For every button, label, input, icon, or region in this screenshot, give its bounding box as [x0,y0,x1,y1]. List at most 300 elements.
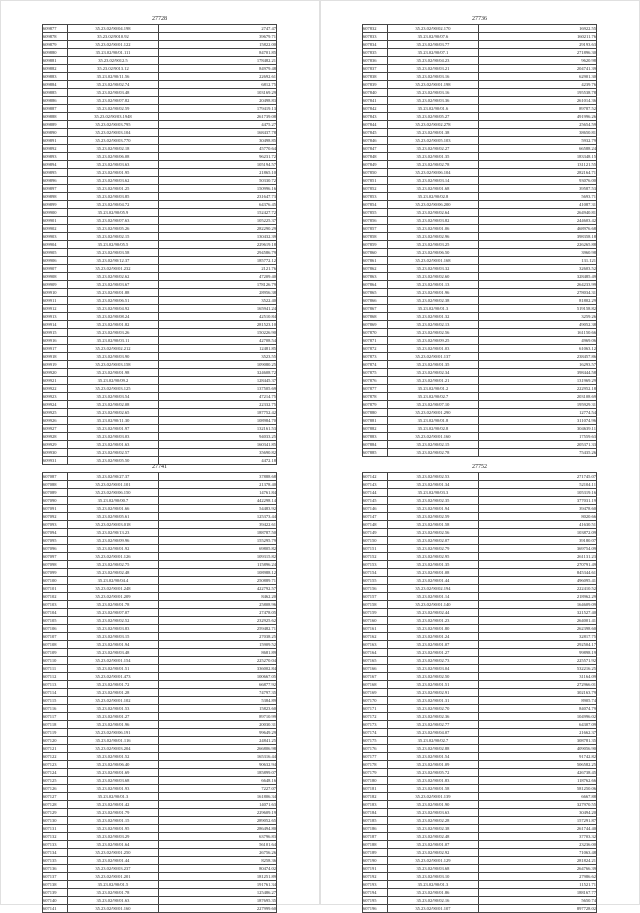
row-id: 609920 [43,369,68,377]
row-amount: 108988.12 [159,569,277,577]
row-code: 35.23.02/9012.5 [68,57,159,65]
row-id: 607187 [363,833,388,841]
row-amount: 259482.71 [159,625,277,633]
table-row [363,849,597,857]
table-row [43,737,277,745]
row-id: 607126 [43,785,68,793]
row-code: 35.23.02/90/01.23 [388,617,479,625]
row-id: 607118 [43,721,68,729]
row-code: 35.23.02/90/05.103 [388,137,479,145]
row-code: 35.23.02/90/06.40 [68,761,159,769]
row-amount: 125373.44 [159,513,277,521]
table-row [43,849,277,857]
row-code: 35.23.02/90/02.8 [388,193,479,201]
row-amount: 52104.11 [479,481,597,489]
row-id: 607122 [43,753,68,761]
row-code: 35.23.02/90/01.92 [68,545,159,553]
row-amount: 225571.92 [479,657,597,665]
table-row [363,569,597,577]
row-code: 35.23.02/90/03.26 [68,329,159,337]
table-row [363,393,597,401]
row-amount: 12481.85 [159,345,277,353]
row-code: 35.23.02/90/02.75 [68,561,159,569]
row-amount: 125486.27 [159,889,277,897]
row-code: 35.23.02/90/03.795 [68,121,159,129]
row-id: 607097 [43,553,68,561]
row-code: 35.23.02/90/01.129 [388,857,479,865]
row-code: 35.23.02/90/02.74 [68,81,159,89]
row-id: 607088 [43,481,68,489]
row-id: 607833 [363,33,388,41]
row-id: 607840 [363,89,388,97]
row-amount: 278034.31 [479,289,597,297]
table-row [43,449,277,457]
row-amount: 100667.05 [159,673,277,681]
row-amount: 426738.45 [479,769,597,777]
row-id: 607836 [363,57,388,65]
row-id: 607871 [363,337,388,345]
row-id: 607153 [363,561,388,569]
table-row [363,289,597,297]
table-row [43,873,277,881]
row-id: 607861 [363,257,388,265]
table-row [43,161,277,169]
table-row [363,497,597,505]
row-code: 35.23.02/90/11.56 [68,73,159,81]
row-id: 609880 [43,49,68,57]
row-id: 607191 [363,865,388,873]
row-id: 609926 [43,417,68,425]
row-code: 35.23.02/90/02.59 [388,513,479,521]
row-amount: 188787.50 [159,529,277,537]
row-code: 35.23.02/9010.92 [68,33,159,41]
row-amount: 6667.88 [479,793,597,801]
row-id: 607881 [363,417,388,425]
row-code: 35.23.02/90/01.13 [388,281,479,289]
row-amount: 261739.08 [159,113,277,121]
row-id: 607841 [363,97,388,105]
row-id: 607141 [43,905,68,913]
table-row [43,577,277,585]
row-amount: 272966.01 [479,681,597,689]
row-id: 607155 [363,577,388,585]
table-row [363,425,597,433]
table-row [363,81,597,89]
row-id: 607835 [363,49,388,57]
row-amount: 302163.79 [479,689,597,697]
row-code: 35.23.02/90/01.3 [388,305,479,313]
row-code: 35.23.02/90/01.66 [68,505,159,513]
row-amount: 188167.77 [479,889,597,897]
row-code: 35.23.02/90/03.15 [68,633,159,641]
table-row [43,57,277,65]
row-code: 35.23.02/90/01.90 [388,801,479,809]
table-row [43,41,277,49]
row-amount: 160211.76 [479,33,597,41]
row-amount: 3960.98 [479,249,597,257]
row-code: 35.23.02/90/01.53 [68,705,159,713]
row-id: 607839 [363,81,388,89]
row-id: 607110 [43,657,68,665]
table-row [43,401,277,409]
row-amount: 222410.52 [479,585,597,593]
table-row [363,57,597,65]
row-id: 607865 [363,289,388,297]
table-row [43,225,277,233]
row-id: 607190 [363,857,388,865]
table-row [363,857,597,865]
row-amount: 289052.65 [159,817,277,825]
table-row [43,497,277,505]
row-amount: 581250.06 [479,785,597,793]
row-id: 607129 [43,809,68,817]
table-row [43,825,277,833]
ledger-table [362,472,597,913]
row-amount: 238457.86 [479,353,597,361]
row-code: 35.23.02/9013.12 [68,65,159,73]
table-row [363,161,597,169]
row-id: 607103 [43,601,68,609]
row-code: 35.23.02/90/01.09 [388,761,479,769]
table-row [43,681,277,689]
row-amount: 84701.85 [159,49,277,57]
row-code: 35.23.02/90/01.116 [68,737,159,745]
row-amount: 282164.71 [479,169,597,177]
row-amount: 187752.42 [159,409,277,417]
row-amount: 84979.48 [159,65,277,73]
row-id: 609890 [43,129,68,137]
row-amount: 25654.59 [479,121,597,129]
row-amount: 532216.25 [479,665,597,673]
row-amount: 80474.02 [159,865,277,873]
row-code: 35.23.02/90/01.94 [68,641,159,649]
row-id: 607864 [363,281,388,289]
table-row [43,305,277,313]
row-id: 607194 [363,889,388,897]
row-code: 35.23.02/90/01.44 [68,857,159,865]
row-code: 35.23.02/90/01.82 [68,321,159,329]
table-row [43,377,277,385]
row-amount: 27478.05 [159,609,277,617]
table-row [43,329,277,337]
table-row [43,761,277,769]
table-row [363,633,597,641]
row-id: 609913 [43,313,68,321]
row-amount: 109080.25 [159,361,277,369]
table-row [363,609,597,617]
table-row [363,673,597,681]
row-id: 609918 [43,353,68,361]
row-amount: 3522.40 [159,297,277,305]
table-row [363,721,597,729]
row-amount: 28956.38 [159,289,277,297]
row-id: 607106 [43,625,68,633]
table-row [363,737,597,745]
table-row [43,241,277,249]
row-amount: 64376.45 [159,201,277,209]
row-amount: 185899.07 [159,769,277,777]
row-code: 35.23.02/90/02.278 [388,121,479,129]
row-id: 607196 [363,905,388,913]
table-row [363,441,597,449]
row-id: 609877 [43,25,68,33]
ledger-table [362,24,597,457]
row-id: 607112 [43,673,68,681]
row-amount: 8462.20 [159,593,277,601]
row-amount: 56101.64 [159,841,277,849]
row-amount: 422792.57 [159,585,277,593]
row-id: 607123 [43,761,68,769]
row-amount: 294586.79 [159,249,277,257]
row-amount: 99649.29 [159,729,277,737]
row-amount: 62901.30 [479,73,597,81]
row-code: 35.23.02/90/01.69 [68,769,159,777]
row-code: 35.23.02/90/01.5 [68,881,159,889]
row-id: 607179 [363,769,388,777]
row-code: 35.23.02/90/01.95 [68,825,159,833]
row-id: 607188 [363,841,388,849]
ledger-table [42,24,277,465]
row-code: 35.23.02/90/02.59 [68,105,159,113]
table-row [43,641,277,649]
row-code: 35.23.02/90/01.137 [388,353,479,361]
table-row [363,193,597,201]
row-id: 607849 [363,161,388,169]
row-code: 35.23.02/90/03.04 [388,665,479,673]
row-amount: 130432.39 [159,233,277,241]
row-code: 35.23.02/90/01.34 [388,481,479,489]
row-id: 607173 [363,721,388,729]
row-id: 607832 [363,25,388,33]
table-row [363,73,597,81]
row-id: 607113 [43,681,68,689]
row-id: 609931 [43,457,68,465]
row-id: 607095 [43,537,68,545]
row-amount: 11521.71 [479,881,597,889]
row-code: 35.23.02/90/06.191 [68,729,159,737]
row-amount: 32603.52 [479,265,597,273]
row-id: 609886 [43,97,68,105]
table-row [363,481,597,489]
row-code: 35.23.02/90/03.16 [388,73,479,81]
row-code: 35.23.02/90/07.63 [68,217,159,225]
row-amount: 165316.44 [159,753,277,761]
row-id: 607867 [363,305,388,313]
row-id: 609912 [43,305,68,313]
row-id: 609916 [43,337,68,345]
table-row [363,257,597,265]
row-amount: 327970.55 [479,801,597,809]
table-row [363,649,597,657]
row-code: 35.23.02/90/03.03 [68,433,159,441]
row-amount: 178126.79 [159,281,277,289]
row-code: 35.23.02/90/03.68 [388,865,479,873]
row-code: 35.23.02/90/01.290 [388,409,479,417]
row-id: 607157 [363,593,388,601]
table-row [43,193,277,201]
row-amount: 398444.58 [479,369,597,377]
row-code: 35.23.02/90/06.104 [388,169,479,177]
row-code: 35.23.02/90/04.92 [68,305,159,313]
table-row [43,505,277,513]
row-amount: 66588.24 [479,145,597,153]
row-code: 35.23.02/90/01.88 [68,289,159,297]
page-title: 27752 [472,464,487,470]
table-row [43,185,277,193]
row-amount: 845344.61 [479,569,597,577]
row-amount: 491996.26 [479,113,597,121]
page-title: 27736 [472,16,487,22]
row-code: 35.23.02/90/02.48 [388,833,479,841]
row-amount: 27038.25 [159,633,277,641]
row-amount: 16293.57 [479,361,597,369]
row-amount: 16922.55 [479,25,597,33]
row-code: 35.23.02/90/03.58 [68,249,159,257]
row-code: 35.23.02/90/03.90 [68,353,159,361]
table-row [363,657,597,665]
row-code: 35.23.02/90/01.80 [388,625,479,633]
row-amount: 21662.37 [479,729,597,737]
row-amount: 23236.00 [479,841,597,849]
table-row [363,577,597,585]
row-code: 35.23.02/90/02.77 [388,721,479,729]
row-code: 35.23.02/90/05.72 [388,769,479,777]
row-amount: 131969.29 [479,377,597,385]
row-code: 35.23.02/90/02.50 [388,673,479,681]
row-id: 607087 [43,473,68,481]
table-row [363,873,597,881]
table-row [363,825,597,833]
row-amount: 266806.98 [159,745,277,753]
row-id: 609915 [43,329,68,337]
row-code: 35.23.02/90/02.56 [388,329,479,337]
row-amount: 160341.85 [159,441,277,449]
row-amount: 336002.84 [159,665,277,673]
row-code: 35.23.02/90/02.7 [388,393,479,401]
row-id: 607091 [43,505,68,513]
row-amount: 49052.38 [479,321,597,329]
table-row [43,777,277,785]
row-code: 35.23.02/90/01.78 [68,601,159,609]
row-amount: 37888.68 [159,473,277,481]
table-row [363,369,597,377]
row-id: 607098 [43,561,68,569]
row-code: 35.23.02/90/06.51 [68,297,159,305]
table-row [43,281,277,289]
table-row [363,121,597,129]
row-amount: 304639.11 [479,425,597,433]
row-code: 35.23.02/90/03.83 [68,625,159,633]
row-amount: 50330.72 [159,177,277,185]
row-amount: 496095.41 [479,577,597,585]
row-id: 609903 [43,233,68,241]
table-row [43,585,277,593]
row-amount: 183348.15 [479,153,597,161]
row-amount: 12774.54 [479,409,597,417]
row-amount: 5693.71 [479,193,597,201]
table-row [43,321,277,329]
row-amount: 20030.31 [159,721,277,729]
row-id: 609922 [43,385,68,393]
table-row [363,625,597,633]
row-amount: 30498.85 [159,137,277,145]
table-row [363,745,597,753]
row-id: 609881 [43,57,68,65]
row-code: 35.23.02/90/03.125 [68,385,159,393]
row-code: 35.23.02/90/01.44 [388,577,479,585]
table-row [363,377,597,385]
table-row [363,689,597,697]
table-row [43,385,277,393]
row-amount: 442298.14 [159,497,277,505]
row-amount: 54483.92 [159,505,277,513]
row-id: 607192 [363,873,388,881]
row-amount: 132161.53 [159,425,277,433]
table-row [363,889,597,897]
table-row [43,209,277,217]
row-id: 607850 [363,169,388,177]
row-code: 35.23.02/90/01.122 [68,41,159,49]
table-row [363,793,597,801]
table-row [363,865,597,873]
table-row [363,217,597,225]
table-row [363,897,597,905]
row-code: 35.23.02/90/07.10 [388,401,479,409]
table-row [43,561,277,569]
row-id: 607193 [363,881,388,889]
row-id: 607853 [363,193,388,201]
row-amount: 118762.66 [479,777,597,785]
row-id: 607859 [363,241,388,249]
row-amount: 7227.07 [159,785,277,793]
row-amount: 103169.29 [159,89,277,97]
row-code: 35.23.02/90/02.16 [388,897,479,905]
row-amount: 195929.31 [479,401,597,409]
row-amount: 45770.64 [159,145,277,153]
row-code: 35.23.02/90/03.11 [68,337,159,345]
table-row [43,33,277,41]
table-row [363,201,597,209]
row-id: 609904 [43,241,68,249]
row-code: 35.23.02/90/01.86 [388,889,479,897]
row-amount: 150996.16 [159,185,277,193]
table-row [43,153,277,161]
row-amount: 161806.34 [159,793,277,801]
row-id: 607883 [363,433,388,441]
row-amount: 179419.13 [159,105,277,113]
table-row [363,593,597,601]
row-amount: 229609.19 [159,809,277,817]
row-amount: 63796.83 [159,833,277,841]
row-code: 35.23.02/90/03.10 [388,873,479,881]
row-id: 607089 [43,489,68,497]
row-code: 35.23.02/90/02.194 [388,585,479,593]
row-code: 35.23.02/90/01.154 [68,657,159,665]
row-code: 35.23.02/90/01.79 [68,809,159,817]
row-id: 607876 [363,377,388,385]
row-amount: 17559.63 [479,433,597,441]
row-id: 607159 [363,609,388,617]
row-id: 609882 [43,65,68,73]
row-amount: 108984.70 [159,417,277,425]
table-row [43,441,277,449]
table-row [43,217,277,225]
row-amount: 131121.55 [479,161,597,169]
table-row [43,601,277,609]
row-code: 35.23.02/90/27.37 [68,473,159,481]
row-code: 35.23.02/90/01.198 [388,81,479,89]
table-row [363,521,597,529]
